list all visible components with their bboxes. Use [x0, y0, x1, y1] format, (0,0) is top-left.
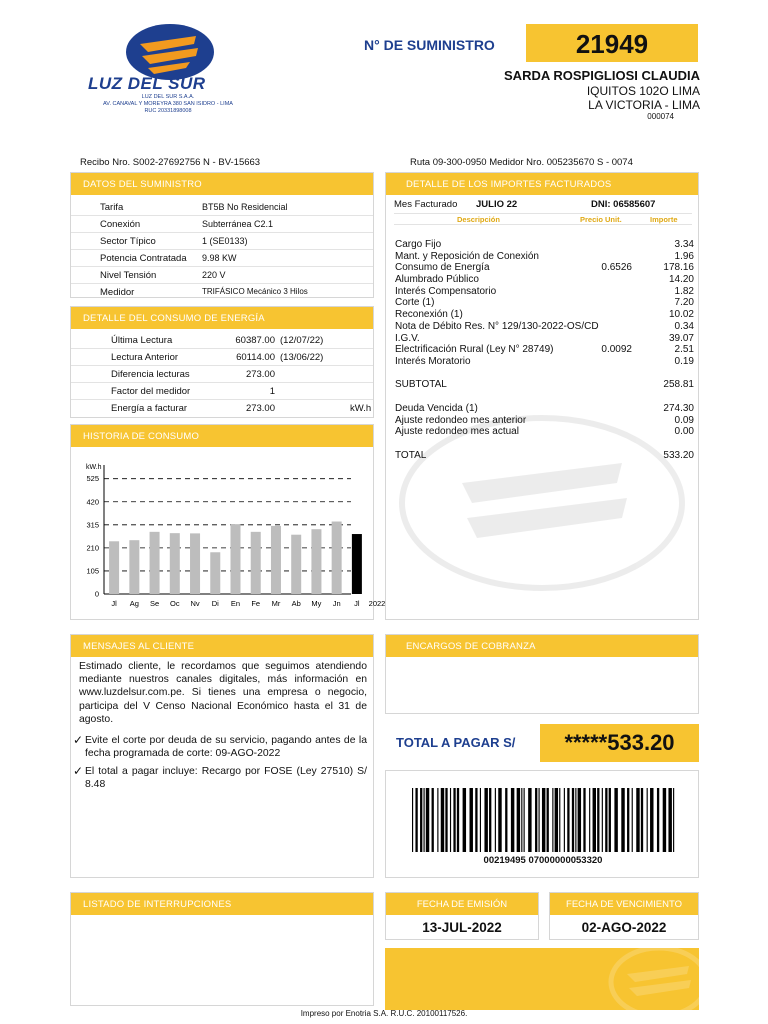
- company-ruc: RUC 20331898008: [144, 108, 192, 114]
- barcode-bar: [567, 788, 569, 852]
- col-unit-price: Precio Unit.: [580, 215, 622, 224]
- supply-number: 21949: [575, 29, 649, 59]
- consumption-row: [71, 383, 373, 400]
- interruptions-title: LISTADO DE INTERRUPCIONES: [71, 893, 373, 915]
- subtotal-value: 258.81: [663, 379, 694, 390]
- barcode-bar: [412, 788, 413, 852]
- item-amount: 7.20: [674, 297, 694, 309]
- item-desc: Consumo de Energía: [395, 262, 490, 274]
- item-unit: 0.6526: [601, 262, 632, 274]
- item-amount: 178.16: [663, 262, 694, 274]
- barcode-bar: [453, 788, 455, 852]
- chart-bar: [170, 533, 180, 594]
- item-amount: 1.82: [674, 285, 694, 297]
- barcode-bar: [415, 788, 417, 852]
- barcode-bar: [572, 788, 574, 852]
- barcode-bar: [424, 788, 425, 852]
- barcode-bar: [564, 788, 565, 852]
- barcode-bar: [650, 788, 653, 852]
- supply-row-label: Conexión: [100, 219, 141, 230]
- col-amount: Importe: [650, 215, 678, 224]
- supply-row: [71, 267, 373, 284]
- check-icon: ✓: [73, 733, 84, 747]
- billing-items: [394, 239, 694, 368]
- chart-year-label: 2022: [368, 599, 386, 608]
- message-bullet: [73, 734, 367, 760]
- billing-item: [394, 356, 694, 368]
- supply-label: N° DE SUMINISTRO: [364, 37, 495, 53]
- route-meter: Ruta 09-300-0950 Medidor Nro. 005235670 S - 0074: [410, 157, 633, 168]
- billing-item: [394, 297, 694, 309]
- supply-data-panel: [70, 172, 374, 298]
- barcode-bar: [539, 788, 540, 852]
- chart-x-tick: Jl: [354, 599, 360, 608]
- chart-bar: [109, 541, 119, 594]
- item-amount: 14.20: [668, 274, 694, 286]
- logo-text: LUZ DEL SUR: [88, 74, 206, 93]
- chart-bar: [129, 540, 139, 594]
- extra-item: [394, 415, 694, 427]
- barcode-bar: [632, 788, 633, 852]
- barcode-bar: [575, 788, 576, 852]
- barcode-bar: [602, 788, 603, 852]
- item-amount: 3.34: [674, 239, 694, 250]
- item-desc: Cargo Fijo: [395, 239, 442, 250]
- chart-x-tick: Nv: [190, 599, 200, 608]
- company-address: AV. CANAVAL Y MOREYRA 380 SAN ISIDRO - LIMA: [103, 101, 233, 107]
- barcode-bar: [621, 788, 624, 852]
- barcode-bar: [441, 788, 444, 852]
- printed-by: Impreso por Enotria S.A. R.U.C. 20100117526.: [300, 1009, 468, 1018]
- chart-x-tick: En: [230, 599, 241, 608]
- chart-bar: [150, 532, 160, 594]
- billing-period-value: JULIO 22: [476, 199, 518, 210]
- barcode-bar: [495, 788, 496, 852]
- supply-row-label: Potencia Contratada: [100, 253, 187, 264]
- consumption-row-extra: kW.h: [350, 403, 372, 414]
- chart-bar: [190, 533, 200, 594]
- billing-item: [394, 274, 694, 286]
- barcode-bar: [547, 788, 549, 852]
- billing-item: [394, 251, 694, 263]
- chart-ylabel: kW.h: [86, 464, 102, 471]
- message-bullet: [73, 765, 367, 791]
- total-label: TOTAL: [395, 450, 427, 461]
- chart-y-tick: 210: [86, 543, 99, 553]
- billing-item: [394, 333, 694, 345]
- barcode-bar: [589, 788, 590, 852]
- messages-title: MENSAJES AL CLIENTE: [71, 635, 373, 657]
- item-desc: Reconexión (1): [395, 309, 463, 321]
- extra-amount: 0.00: [674, 426, 694, 438]
- barcode-bar: [542, 788, 545, 852]
- billing-panel: [385, 172, 699, 620]
- extra-desc: Ajuste redondeo mes actual: [395, 426, 519, 438]
- item-amount: 0.19: [674, 355, 694, 367]
- barcode-bar: [627, 788, 629, 852]
- company-logo: [78, 22, 258, 117]
- barcode-bar: [420, 788, 422, 852]
- item-desc: Interés Moratorio: [395, 355, 471, 367]
- message-bullet-text: El total a pagar incluye: Recargo por FOSE (Ley 27510) S/ 8.48: [85, 766, 367, 791]
- chart-bar: [332, 522, 342, 594]
- barcode-bar: [498, 788, 501, 852]
- extra-items: [394, 403, 694, 438]
- extra-amount: 0.09: [674, 414, 694, 426]
- issue-date-label: FECHA DE EMISIÓN: [386, 893, 538, 915]
- history-panel: [70, 424, 386, 620]
- chart-x-tick: Oc: [170, 599, 180, 608]
- total-pay-box: [540, 724, 699, 762]
- supply-row-label: Medidor: [100, 287, 135, 298]
- subtotal-label: SUBTOTAL: [395, 379, 447, 390]
- barcode-bar: [432, 788, 434, 852]
- chart-x-tick: My: [311, 599, 322, 608]
- chart-y-tick: 315: [86, 520, 99, 530]
- customer-address-2: LA VICTORIA - LIMA: [588, 98, 700, 112]
- customer-block: [360, 68, 700, 121]
- chart-bar: [291, 535, 301, 594]
- barcode-bar: [463, 788, 466, 852]
- supply-row-value: 220 V: [202, 270, 226, 280]
- extra-item: [394, 426, 694, 438]
- supply-row-label: Tarifa: [100, 202, 124, 213]
- customer-name: SARDA ROSPIGLIOSI CLAUDIA: [504, 68, 700, 83]
- due-date-panel: [549, 892, 699, 940]
- chart-x-tick: Jl: [111, 599, 117, 608]
- barcode-bar: [673, 788, 674, 852]
- due-date-value: 02-AGO-2022: [581, 920, 667, 935]
- barcode-bar: [475, 788, 477, 852]
- extra-item: [394, 403, 694, 415]
- chart-x-tick: Jn: [332, 599, 341, 608]
- consumption-row-value: 60114.00: [236, 352, 275, 363]
- messages-intro: Estimado cliente, le recordamos que seguimos atendiendo mediante nuestros canales digitales, más información en www.luzdelsur.com.pe. Si tienes una empresa o negocio, participa del V Censo Nacional Económico hasta el 31 de agosto.: [79, 661, 367, 725]
- supply-row: [71, 216, 373, 233]
- billing-dni: DNI: 06585607: [591, 199, 656, 210]
- item-desc: Mant. y Reposición de Conexión: [395, 250, 539, 262]
- consumption-row-label: Factor del medidor: [111, 386, 191, 397]
- barcode-bar: [445, 788, 447, 852]
- supply-row-value: TRIFÁSICO Mecánico 3 Hilos: [202, 287, 308, 296]
- billing-item: [394, 344, 694, 356]
- supply-row-label: Sector Típico: [100, 236, 156, 247]
- barcode-bar: [663, 788, 666, 852]
- barcode-bar: [614, 788, 617, 852]
- supply-number-box: [526, 24, 698, 62]
- receipt-number: Recibo Nro. S002-27692756 N - BV-15663: [80, 157, 261, 168]
- barcode-bar: [641, 788, 643, 852]
- billing-item: [394, 239, 694, 251]
- item-desc: Alumbrado Público: [395, 274, 479, 286]
- item-desc: Corte (1): [395, 297, 435, 309]
- billing-item: [394, 286, 694, 298]
- message-bullet-text: Evite el corte por deuda de su servicio, pagando antes de la fecha programada de corte: 09-AGO-2022: [85, 735, 367, 760]
- consumption-row: [71, 400, 373, 417]
- extra-desc: Deuda Vencida (1): [395, 403, 478, 414]
- consumption-rows: [71, 329, 373, 417]
- supply-row: [71, 233, 373, 250]
- barcode-bar: [489, 788, 491, 852]
- customer-code: 000074: [647, 112, 674, 121]
- consumption-row-value: 1: [269, 386, 275, 397]
- barcode-bar: [657, 788, 659, 852]
- barcode-bar: [505, 788, 507, 852]
- consumption-title: DETALLE DEL CONSUMO DE ENERGÍA: [71, 307, 373, 329]
- extra-desc: Ajuste redondeo mes anterior: [395, 414, 527, 426]
- item-amount: 1.96: [674, 250, 694, 262]
- supply-row-value: 1 (SE0133): [202, 236, 248, 246]
- chart-bar: [251, 532, 261, 594]
- supply-data-rows: [71, 195, 373, 301]
- item-desc: I.G.V.: [395, 332, 420, 344]
- supply-data-title: DATOS DEL SUMINISTRO: [71, 173, 373, 195]
- billing-item: [394, 321, 694, 333]
- chart-y-tick: 105: [86, 566, 99, 576]
- barcode-bar: [609, 788, 611, 852]
- supply-row-value: 9.98 KW: [202, 253, 237, 263]
- billing-period-label: Mes Facturado: [394, 199, 458, 210]
- consumption-row-extra: (13/06/22): [280, 352, 324, 363]
- barcode-bar: [535, 788, 537, 852]
- company-name: LUZ DEL SUR S.A.A.: [141, 94, 195, 100]
- item-desc: Nota de Débito Res. N° 129/130-2022-OS/CD: [395, 320, 599, 332]
- barcode-bar: [470, 788, 473, 852]
- chart-bar: [352, 534, 362, 594]
- billing-col-header: [394, 213, 692, 225]
- barcode-panel: [385, 770, 699, 878]
- due-date-label: FECHA DE VENCIMIENTO: [550, 893, 698, 915]
- issue-date-value: 13-JUL-2022: [422, 920, 502, 935]
- consumption-row-label: Lectura Anterior: [111, 352, 179, 363]
- barcode-bar: [593, 788, 596, 852]
- consumption-row-label: Última Lectura: [111, 335, 173, 346]
- check-icon: ✓: [73, 764, 84, 778]
- collection-title: ENCARGOS DE COBRANZA: [386, 635, 698, 657]
- billing-item: [394, 309, 694, 321]
- consumption-row-value: 273.00: [245, 403, 275, 414]
- barcode-bar: [605, 788, 607, 852]
- chart-bar: [271, 526, 281, 594]
- chart-x-tick: Fe: [251, 599, 261, 608]
- watermark-logo-icon: [579, 948, 699, 1010]
- barcode-bar: [511, 788, 514, 852]
- chart-x-tick: Ag: [129, 599, 139, 608]
- chart-x-tick: Se: [149, 599, 160, 608]
- barcode-bar: [437, 788, 438, 852]
- barcode-bar: [555, 788, 558, 852]
- supply-row-label: Nivel Tensión: [100, 270, 157, 281]
- barcode-bar: [450, 788, 451, 852]
- subtotal-row: [395, 379, 694, 393]
- consumption-chart: [71, 449, 386, 619]
- item-desc: Interés Compensatorio: [395, 285, 497, 297]
- total-pay-label: TOTAL A PAGAR S/: [396, 735, 516, 750]
- barcode-bar: [578, 788, 581, 852]
- barcode-bar: [528, 788, 531, 852]
- extra-amount: 274.30: [663, 403, 694, 414]
- barcode-bar: [583, 788, 585, 852]
- interruptions-panel: [70, 892, 374, 1006]
- supply-row: [71, 284, 373, 301]
- barcode-bar: [457, 788, 459, 852]
- item-amount: 10.02: [668, 309, 694, 321]
- barcode-number: 00219495 07000000053320: [483, 855, 603, 866]
- chart-y-tick: 0: [94, 589, 99, 599]
- issue-date-panel: [385, 892, 539, 940]
- chart-x-tick: Di: [211, 599, 219, 608]
- customer-address-1: IQUITOS 102O LIMA: [586, 84, 700, 98]
- supply-row: [71, 199, 373, 216]
- supply-row: [71, 250, 373, 267]
- total-pay-amount: *****533.20: [564, 730, 675, 755]
- barcode-bar: [559, 788, 560, 852]
- chart-bar: [210, 552, 220, 594]
- barcode-bar: [521, 788, 522, 852]
- consumption-row-label: Energía a facturar: [111, 403, 188, 414]
- barcode-bar: [484, 788, 487, 852]
- barcode-bar: [426, 788, 429, 852]
- barcode: [412, 788, 674, 852]
- consumption-row-value: 60387.00: [235, 335, 275, 346]
- item-desc: Electrificación Rural (Ley N° 28749): [395, 344, 554, 356]
- billing-title: DETALLE DE LOS IMPORTES FACTURADOS: [386, 173, 698, 195]
- supply-row-value: BT5B No Residencial: [202, 202, 288, 212]
- item-amount: 39.07: [668, 332, 694, 344]
- item-amount: 0.34: [674, 320, 694, 332]
- billing-item: [394, 262, 694, 274]
- chart-bar: [231, 524, 241, 594]
- chart-bar: [311, 529, 321, 594]
- consumption-row-value: 273.00: [245, 369, 275, 380]
- barcode-bar: [647, 788, 648, 852]
- barcode-bar: [517, 788, 520, 852]
- collection-panel: [385, 634, 699, 714]
- footer-yellow-block: [385, 948, 699, 1010]
- chart-y-tick: 525: [86, 474, 99, 484]
- barcode-bar: [668, 788, 671, 852]
- col-description: Descripción: [457, 215, 500, 224]
- chart-y-tick: 420: [86, 497, 99, 507]
- consumption-row: [71, 349, 373, 366]
- consumption-row-extra: (12/07/22): [280, 335, 324, 346]
- history-title: HISTORIA DE CONSUMO: [71, 425, 373, 447]
- consumption-row: [71, 332, 373, 349]
- chart-x-tick: Mr: [271, 599, 281, 608]
- barcode-bar: [480, 788, 481, 852]
- consumption-row-label: Diferencia lecturas: [111, 369, 190, 380]
- consumption-row: [71, 366, 373, 383]
- chart-x-tick: Ab: [291, 599, 301, 608]
- messages-panel: [70, 634, 374, 878]
- consumption-panel: [70, 306, 374, 418]
- supply-row-value: Subterránea C2.1: [202, 219, 274, 229]
- total-row: [395, 450, 694, 464]
- item-unit: 0.0092: [601, 344, 632, 356]
- barcode-bar: [552, 788, 553, 852]
- barcode-bar: [524, 788, 525, 852]
- barcode-bar: [636, 788, 639, 852]
- item-amount: 2.51: [674, 344, 694, 356]
- total-value: 533.20: [663, 450, 694, 461]
- barcode-bar: [597, 788, 599, 852]
